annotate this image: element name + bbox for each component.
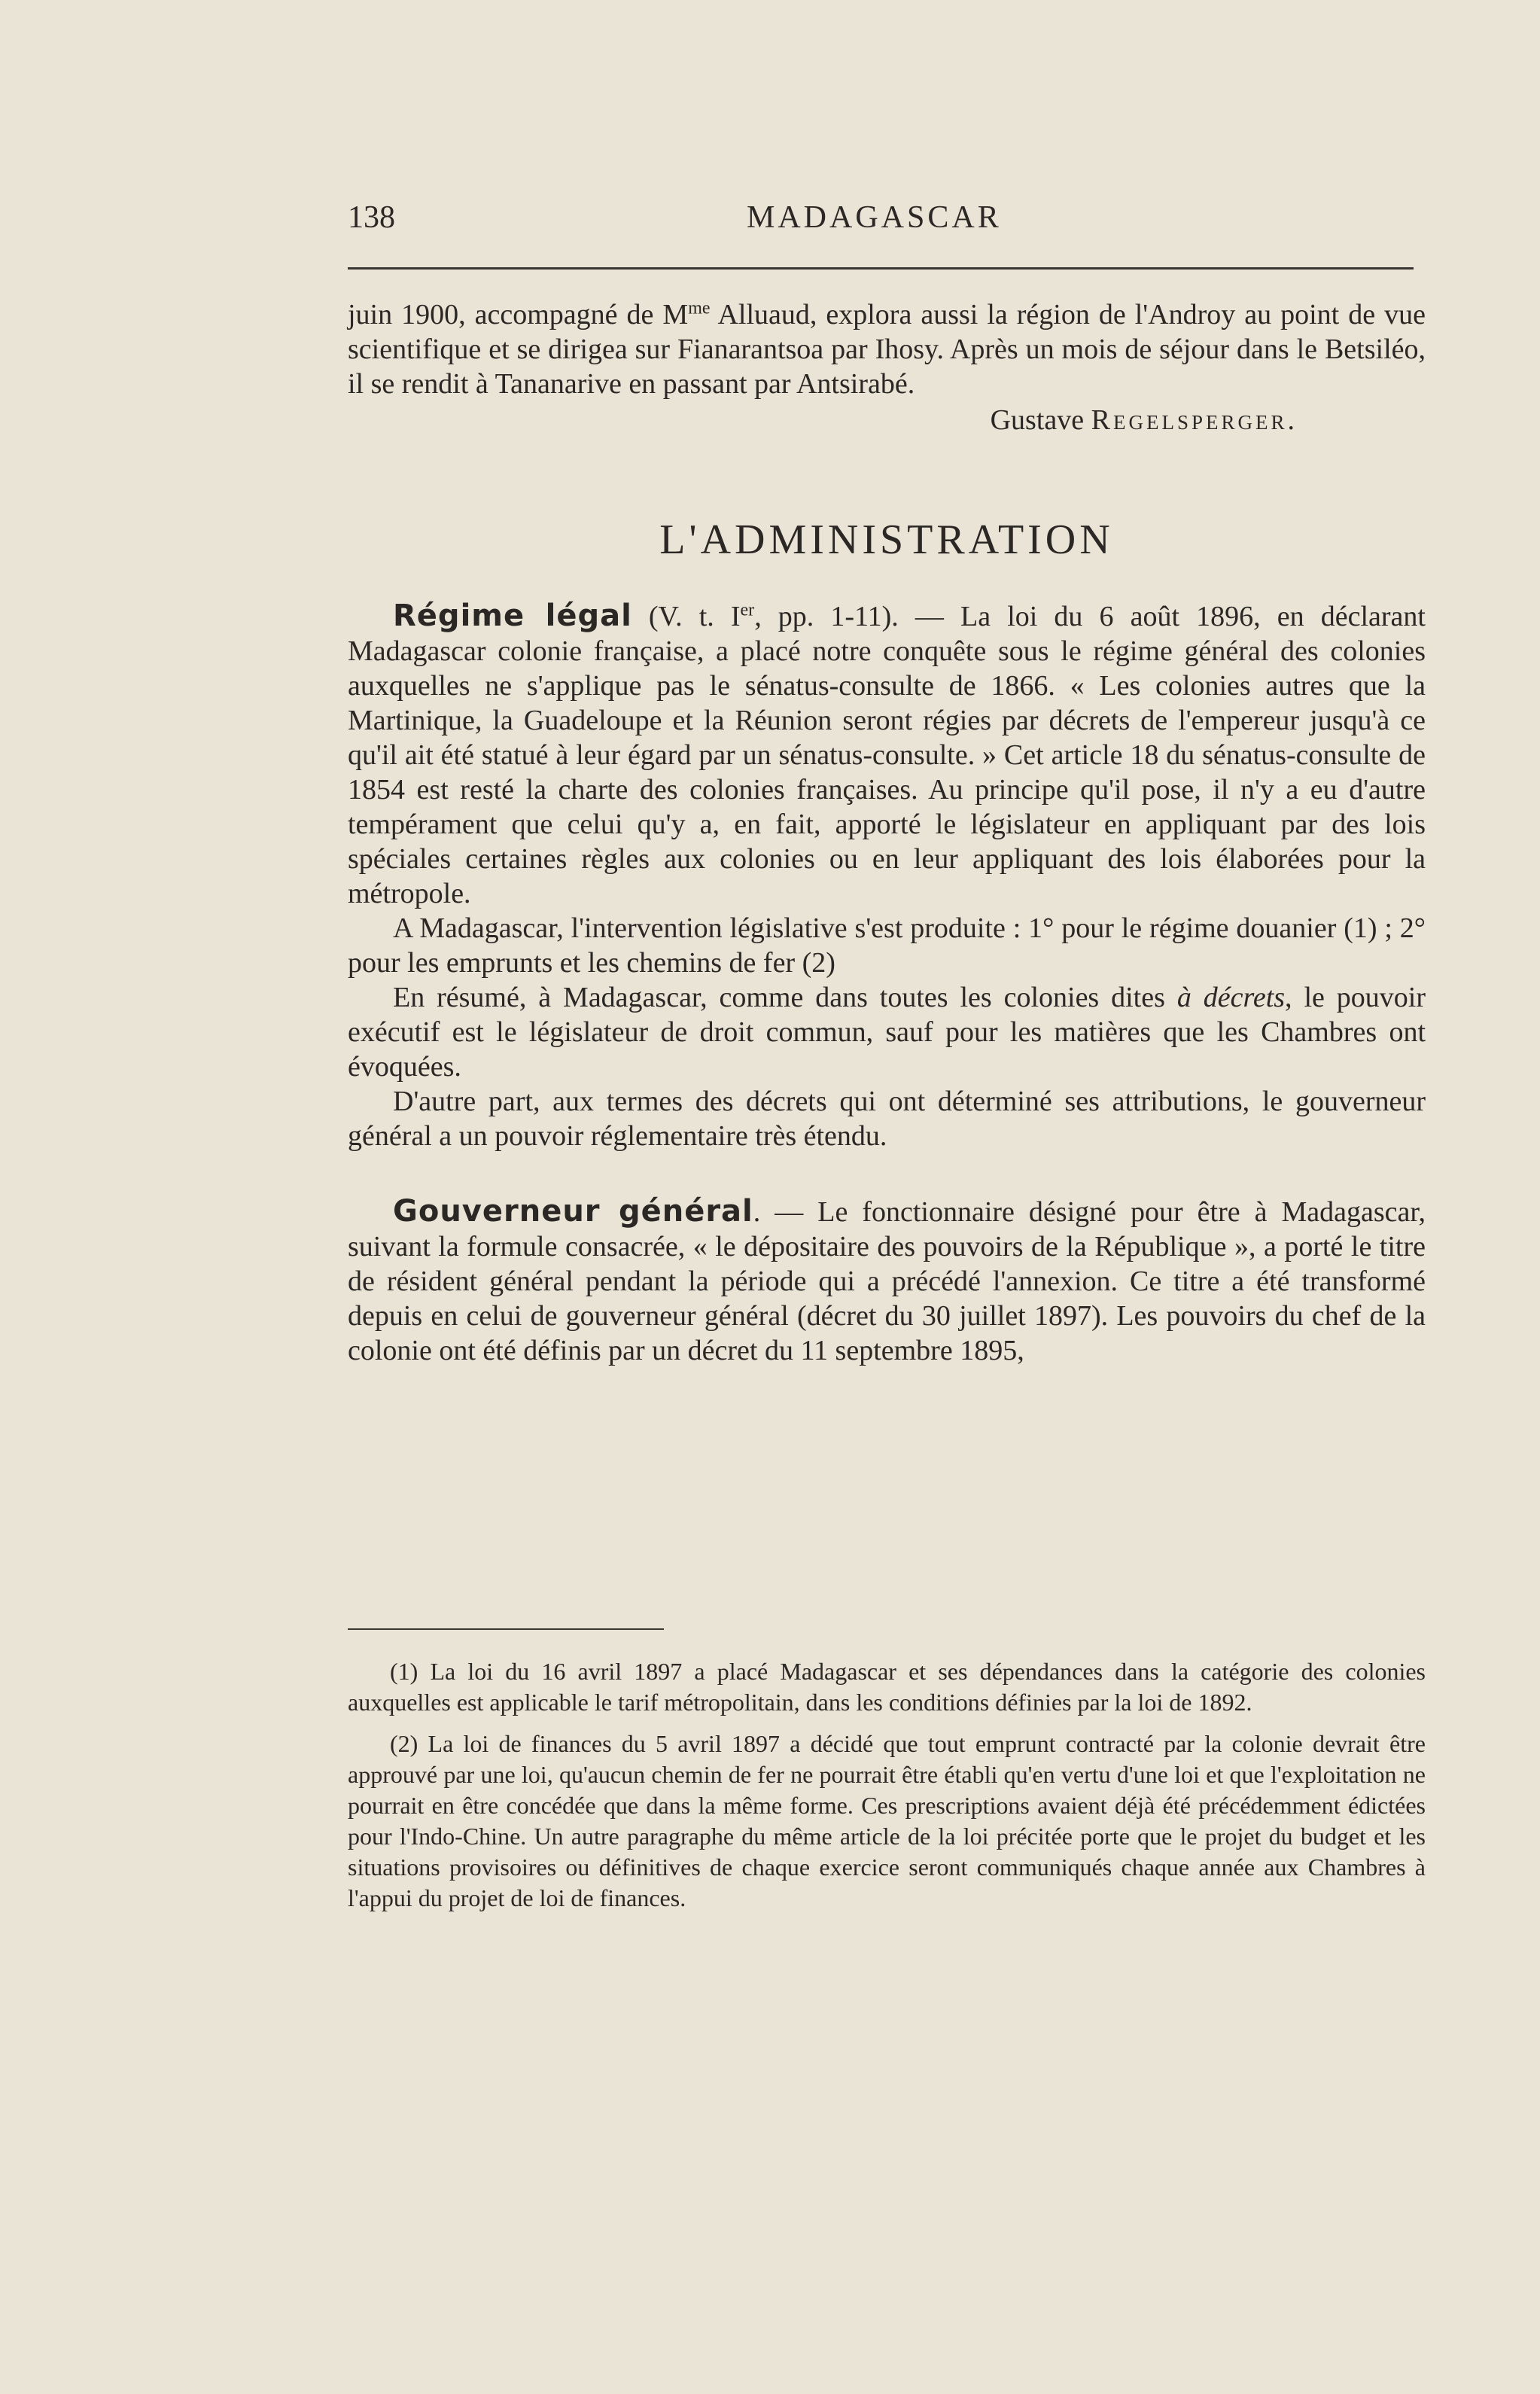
page-number: 138	[348, 200, 395, 235]
author-signature: Gustave Regelsperger.	[990, 404, 1298, 436]
footnote-2: (2) La loi de finances du 5 avril 1897 a décidé que tout emprunt contracté par la colonie devrait être approuvé par une loi, qu'aucun chemin de fer ne pourrait être établi qu'en vertu d'une loi et que l'exploitation ne pourrait en être concédée que dans la même forme. Ces prescriptions avaient déjà été précédemment édictées pour l'Indo-Chine. Un autre paragraphe du même article de la loi précitée porte que le projet du budget et les situations provisoires ou définitives de chaque exercice seront communiqués chaque année aux Chambres à l'appui du projet de loi de finances.	[348, 1730, 1426, 1911]
governor-powers-paragraph: D'autre part, aux termes des décrets qui ont déterminé ses attributions, le gouverneur général a un pouvoir réglementaire très étendu.	[348, 1086, 1426, 1152]
header-rule	[348, 267, 1414, 270]
intro-paragraph: juin 1900, accompagné de $M^{me}$ Alluaud, explora aussi la région de l'Androy au point de vue scientifique et se dirigea sur Fianarantsoa par Ihosy. Après un mois de séjour dans le Betsiléo, il se rendit à Tananarive en passant par Antsirabé.	[348, 298, 1426, 400]
main-text	[348, 297, 1426, 1368]
section-title: L'ADMINISTRATION	[659, 516, 1114, 563]
page-header	[348, 192, 1414, 245]
footnote-rule	[348, 1628, 664, 1630]
legislative-paragraph: A Madagascar, l'intervention législative s'est produite : 1° pour le régime douanier (1) ; 2° pour les emprunts et les chemins de fer (2)	[348, 912, 1426, 979]
gouverneur-heading: Gouverneur général	[393, 1194, 753, 1229]
gouverneur-paragraph: Gouverneur général. — Le fonctionnaire désigné pour être à Madagascar, suivant la formule consacrée, « le dépositaire des pouvoirs de la République », a porté le titre de résident général pendant la période qui a précédé l'annexion. Ce titre a été transformé depuis en celui de gouverneur général (décret du 30 juillet 1897). Les pouvoirs du chef de la colonie ont été définis par un décret du 11 septembre 1895,	[348, 1194, 1426, 1366]
summary-paragraph: En résumé, à Madagascar, comme dans toutes les colonies dites à décrets, le pouvoir exécutif est le législateur de droit commun, sauf pour les matières que les Chambres ont évoquées.	[348, 982, 1426, 1083]
regime-paragraph: Régime légal (V. t. Ier, pp. 1-11). — La loi du 6 août 1896, en déclarant Madagascar colonie française, a placé notre conquête sous le régime général des colonies auxquelles ne s'applique pas le sénatus-consulte de 1866. « Les colonies autres que la Martinique, la Guadeloupe et la Réunion seront régies par décrets de l'empereur jusqu'à ce qu'il ait été statué à leur égard par un sénatus-consulte. » Cet article 18 du sénatus-consulte de 1854 est resté la charte des colonies françaises. Au principe qu'il pose, il n'y a eu d'autre tempérament que celui qu'y a, en fait, apporté le législateur en appliquant par des lois spéciales certaines règles aux colonies ou en leur appliquant des lois élaborées pour la métropole.	[348, 598, 1426, 909]
footnotes	[348, 1656, 1426, 1924]
regime-heading: Régime légal	[393, 598, 632, 633]
running-title: MADAGASCAR	[747, 200, 1002, 235]
footnote-1: (1) La loi du 16 avril 1897 a placé Madagascar et ses dépendances dans la catégorie des colonies auxquelles est applicable le tarif métropolitain, dans les conditions définies par la loi de 1892.	[348, 1658, 1426, 1716]
